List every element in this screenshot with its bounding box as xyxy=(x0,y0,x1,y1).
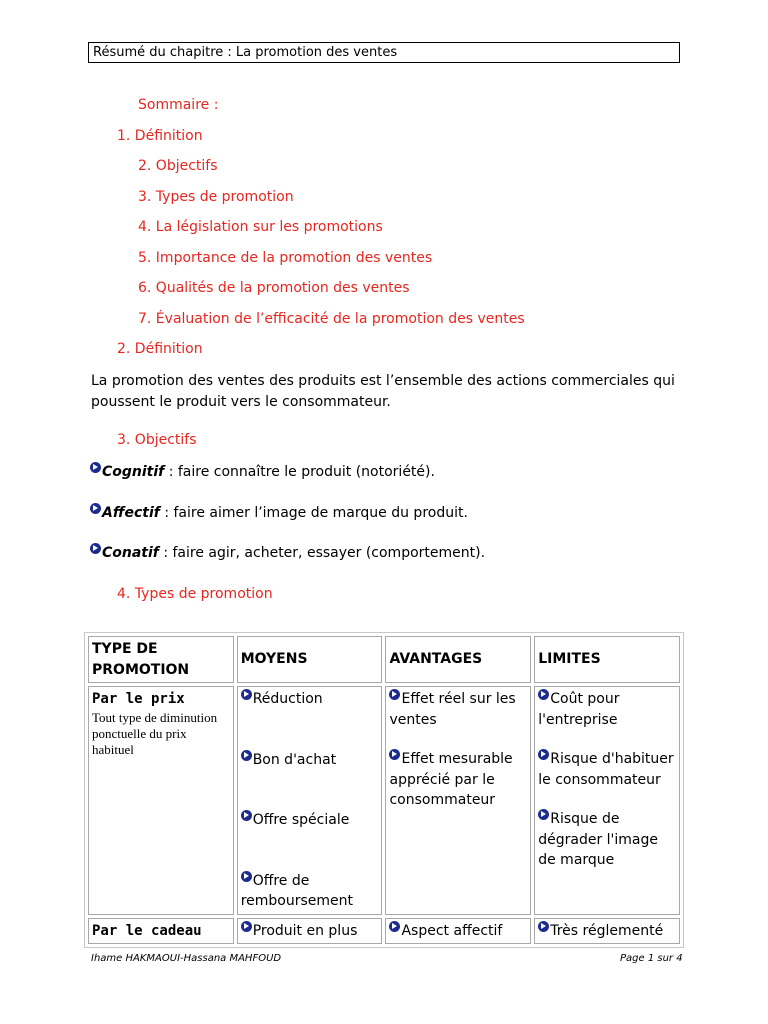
footer-page-number: Page 1 sur 4 xyxy=(620,953,683,964)
header-cell-moyens: MOYENS xyxy=(237,636,383,683)
bullet-arrow-icon xyxy=(241,921,252,932)
bullet-arrow-icon xyxy=(538,689,549,700)
bullet-arrow-icon xyxy=(389,921,400,932)
type-description: Tout type de diminution ponctuelle du prix habituel xyxy=(92,709,218,757)
list-item xyxy=(389,689,527,730)
bullet-arrow-icon xyxy=(90,543,101,554)
section-heading-definition: 2. Définition xyxy=(117,341,203,357)
definition-paragraph: La promotion des ventes des produits est l’ensemble des actions commerciales qui poussent le produit vers le consommateur. xyxy=(91,373,675,410)
objectif-term: Affectif xyxy=(102,505,160,521)
list-item-text: Bon d'achat xyxy=(252,751,337,768)
bullet-arrow-icon xyxy=(241,871,252,882)
promotion-types-table xyxy=(84,632,684,948)
section-heading-types: 4. Types de promotion xyxy=(117,586,273,602)
type-title: Par le prix xyxy=(92,691,185,707)
toc-item-definition: 1. Définition xyxy=(117,128,203,144)
list-item-text: Coût pour l'entreprise xyxy=(538,691,620,728)
limites-cell xyxy=(534,918,680,945)
list-item-text: Risque d'habituer le consommateur xyxy=(538,751,674,788)
objectif-term: Cognitif xyxy=(102,464,165,480)
list-item-text: Très réglementé xyxy=(550,922,664,939)
list-item xyxy=(538,749,676,790)
header-cell-type: TYPE DE PROMOTION xyxy=(88,636,234,683)
moyens-cell xyxy=(237,918,383,945)
table-row xyxy=(88,686,680,915)
list-item xyxy=(389,749,527,811)
objectif-item-cognitif xyxy=(90,462,435,481)
type-cell xyxy=(88,918,234,945)
bullet-arrow-icon xyxy=(389,749,400,760)
toc-item-objectifs: 2. Objectifs xyxy=(138,158,218,174)
header-cell-limites: LIMITES xyxy=(534,636,680,683)
toc-item-qualites: 6. Qualités de la promotion des ventes xyxy=(138,280,410,296)
table-row xyxy=(88,918,680,945)
header-cell-avantages: AVANTAGES xyxy=(385,636,531,683)
list-item xyxy=(538,689,676,730)
list-item-text: Produit en plus xyxy=(252,922,358,939)
bullet-arrow-icon xyxy=(389,689,400,700)
bullet-arrow-icon xyxy=(538,809,549,820)
list-item-text: Effet mesurable apprécié par le consommateur xyxy=(389,751,513,808)
bullet-arrow-icon xyxy=(241,810,252,821)
section-heading-objectifs: 3. Objectifs xyxy=(117,432,197,448)
toc-item-types: 3. Types de promotion xyxy=(138,189,294,205)
avantages-cell xyxy=(385,918,531,945)
list-item-text: Aspect affectif xyxy=(401,922,503,939)
list-item xyxy=(241,871,379,912)
type-cell xyxy=(88,686,234,915)
list-item-text: Offre spéciale xyxy=(252,812,350,828)
limites-cell xyxy=(534,686,680,915)
list-item xyxy=(241,689,379,710)
objectif-text: : faire agir, acheter, essayer (comportement). xyxy=(158,545,486,561)
list-item xyxy=(538,809,676,871)
document-header xyxy=(88,42,680,63)
objectif-term: Conatif xyxy=(102,545,159,561)
bullet-arrow-icon xyxy=(538,749,549,760)
toc-item-importance: 5. Importance de la promotion des ventes xyxy=(138,250,433,266)
bullet-arrow-icon xyxy=(241,750,252,761)
objectif-text: : faire connaître le produit (notoriété). xyxy=(164,464,435,480)
table-header-row xyxy=(88,636,680,683)
avantages-cell xyxy=(385,686,531,915)
list-item xyxy=(241,810,379,831)
toc-item-evaluation: 7. Évaluation de l’efficacité de la promotion des ventes xyxy=(138,311,525,327)
header-title: Résumé du chapitre : La promotion des ventes xyxy=(93,45,398,60)
bullet-arrow-icon xyxy=(90,462,101,473)
objectif-item-conatif xyxy=(90,543,485,562)
list-item-text: Effet réel sur les ventes xyxy=(389,691,516,728)
bullet-arrow-icon xyxy=(538,921,549,932)
list-item-text: Offre de remboursement xyxy=(240,872,353,909)
list-item-text: Risque de dégrader l'image de marque xyxy=(538,811,659,868)
bullet-arrow-icon xyxy=(90,503,101,514)
list-item-text: Réduction xyxy=(252,691,323,707)
footer-authors: Ihame HAKMAOUI-Hassana MAHFOUD xyxy=(91,953,282,964)
type-title: Par le cadeau xyxy=(92,922,202,939)
list-item xyxy=(241,750,379,771)
objectif-text: : faire aimer l’image de marque du produit. xyxy=(159,505,468,521)
sommaire-heading: Sommaire : xyxy=(138,97,219,113)
bullet-arrow-icon xyxy=(241,689,252,700)
objectif-item-affectif xyxy=(90,503,468,522)
moyens-cell xyxy=(237,686,383,915)
toc-item-legislation: 4. La législation sur les promotions xyxy=(138,219,383,235)
